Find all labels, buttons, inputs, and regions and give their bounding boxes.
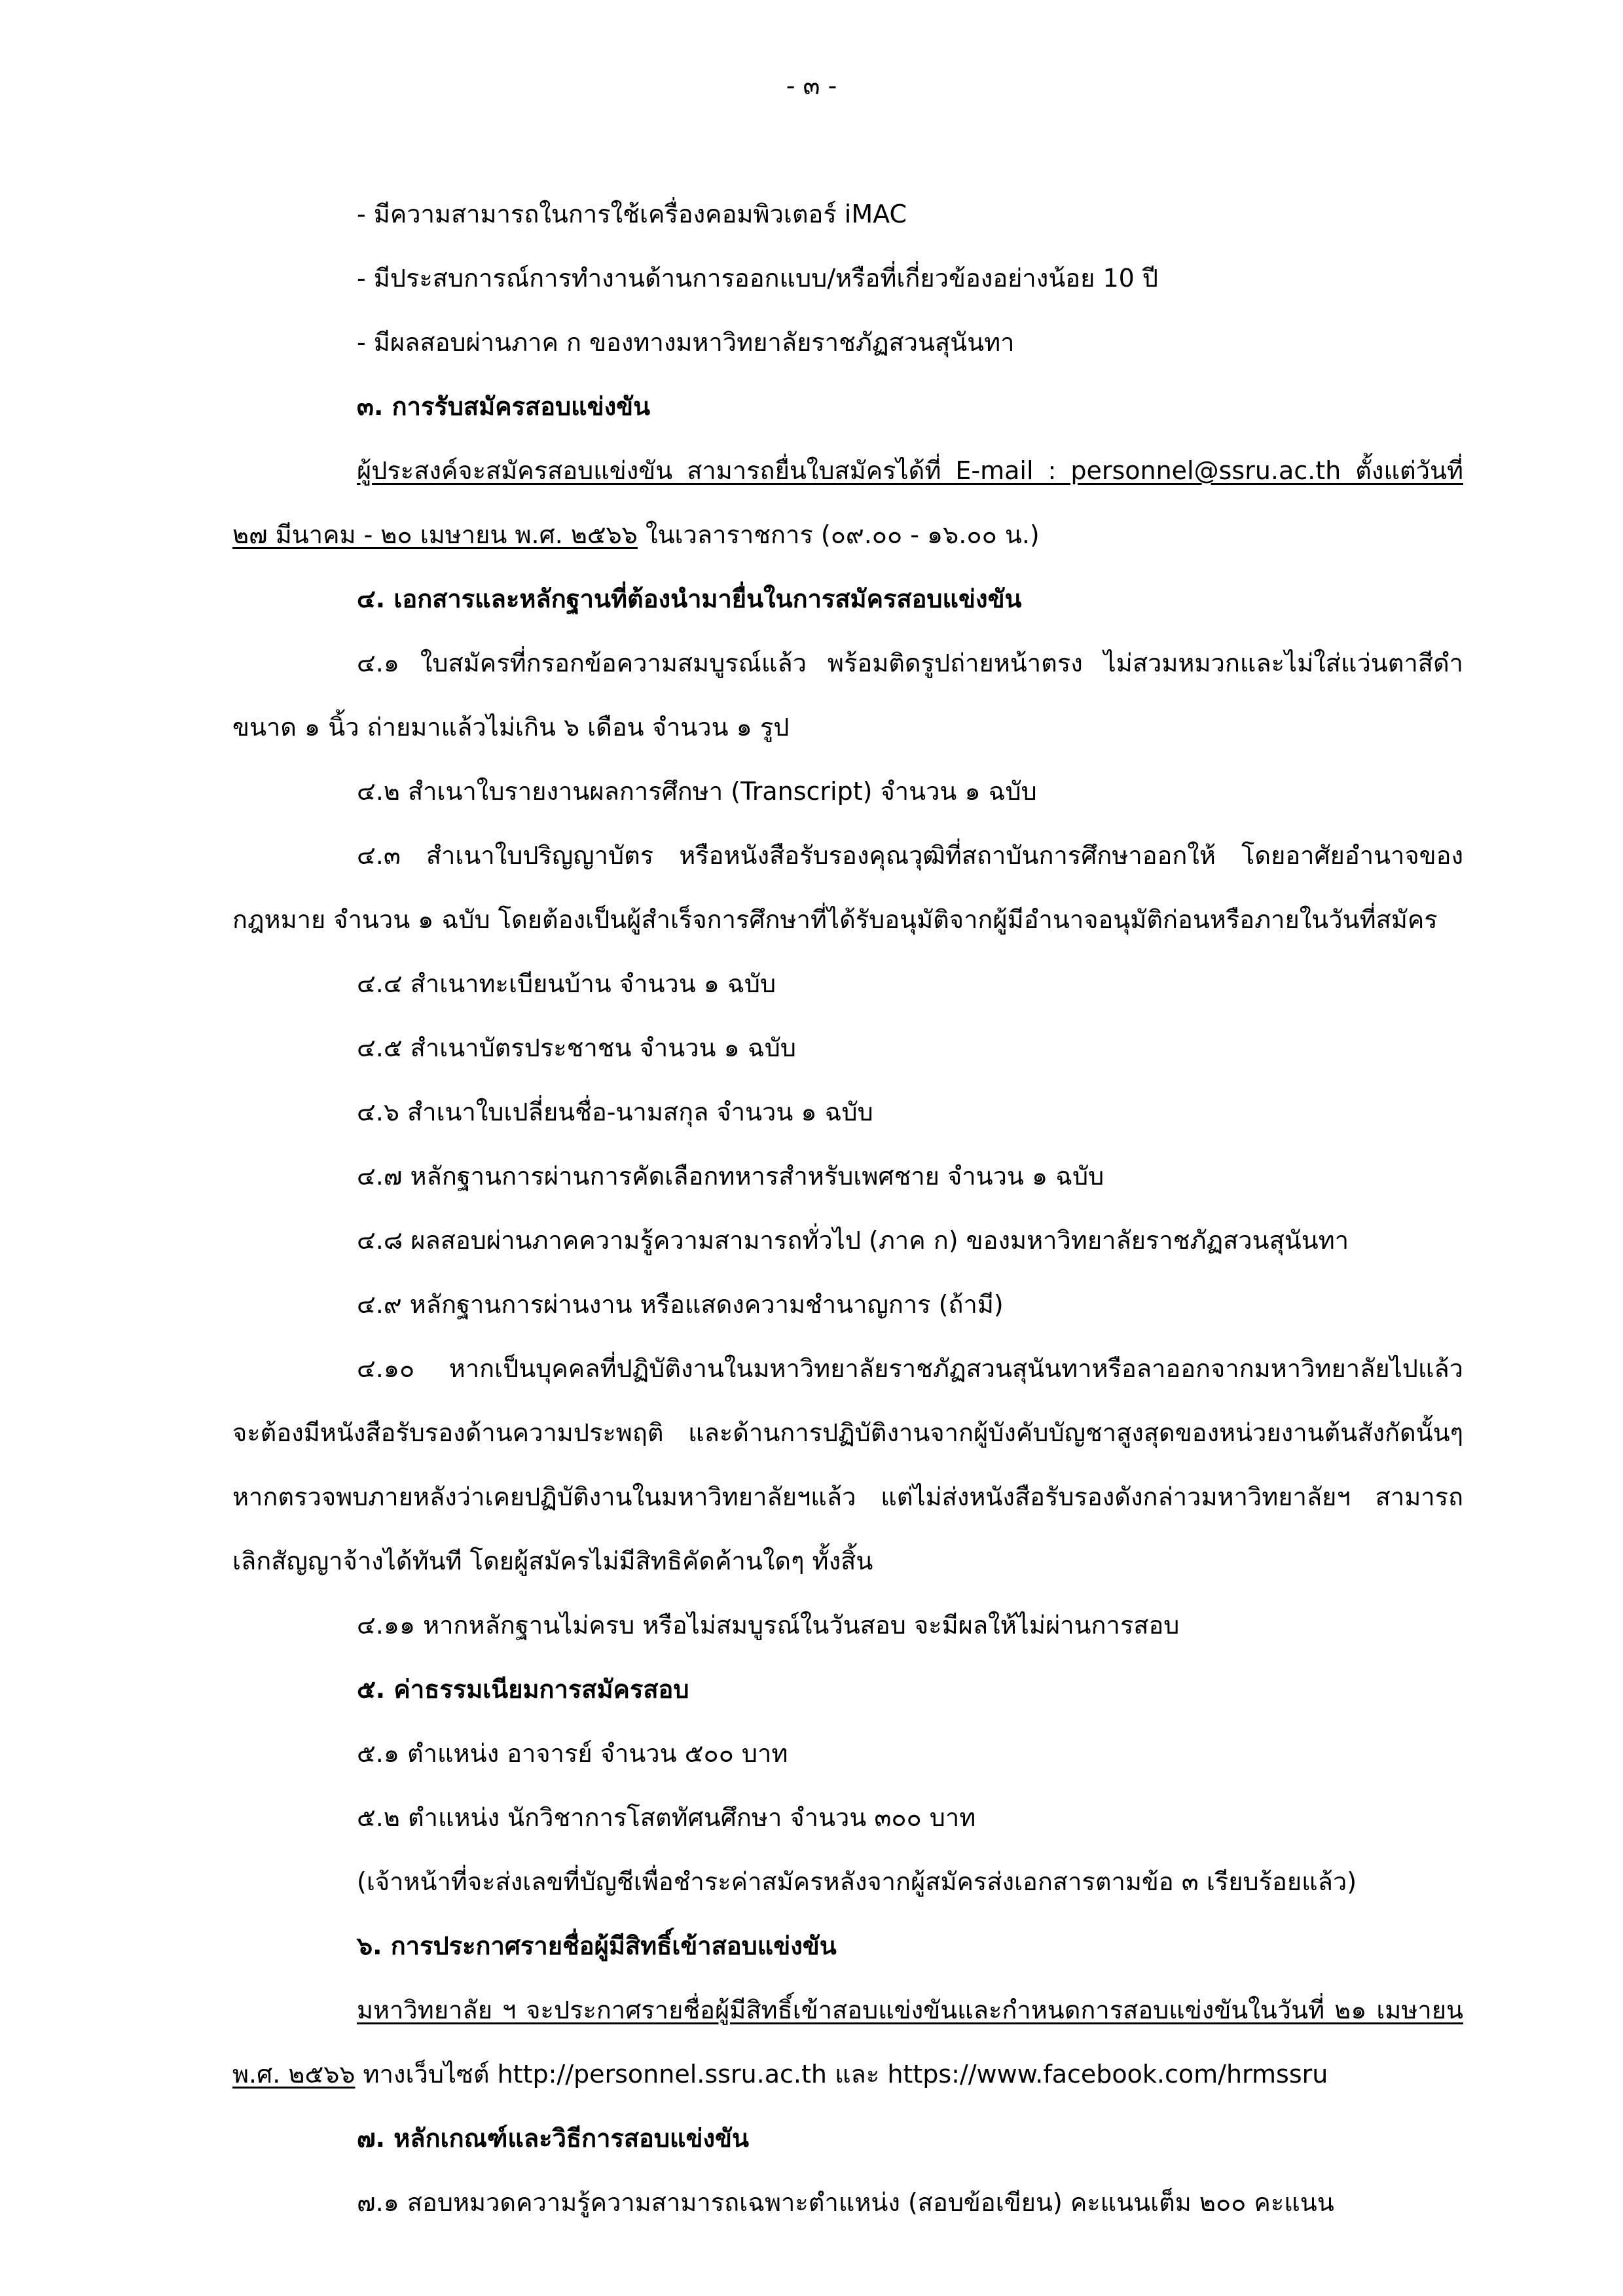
document-item: ๔.๖ สำเนาใบเปลี่ยนชื่อ-นามสกุล จำนวน ๑ ฉบับ [357,1098,873,1126]
qualification-item: - มีประสบการณ์การทำงานด้านการออกแบบ/หรือที่เกี่ยวข้องอย่างน้อย 10 ปี [357,264,1159,293]
document-item: ๔.๙ หลักฐานการผ่านงาน หรือแสดงความชำนาญการ (ถ้ามี) [357,1290,1004,1319]
criteria-item: ๗.๑ สอบหมวดความรู้ความสามารถเฉพาะตำแหน่ง (สอบข้อเขียน) คะแนนเต็ม ๒๐๐ คะแนน [357,2188,1334,2217]
section-heading-fees: ๕. ค่าธรรมเนียมการสมัครสอบ [357,1675,689,1704]
qualification-item: - มีความสามารถในการใช้เครื่องคอมพิวเตอร์ iMAC [357,200,907,228]
document-item: ๔.๘ ผลสอบผ่านภาคความรู้ความสามารถทั่วไป (ภาค ก) ของมหาวิทยาลัยราชภัฏสวนสุนันทา [357,1226,1349,1255]
section-heading-criteria: ๗. หลักเกณฑ์และวิธีการสอบแข่งขัน [357,2124,749,2153]
application-hours: ในเวลาราชการ (๐๙.๐๐ - ๑๖.๐๐ น.) [637,520,1040,549]
fee-item: ๕.๒ ตำแหน่ง นักวิชาการโสตทัศนศึกษา จำนวน ๓๐๐ บาท [357,1803,976,1832]
section-heading-application: ๓. การรับสมัครสอบแข่งขัน [357,392,651,421]
document-item: ๔.๑๑ หากหลักฐานไม่ครบ หรือไม่สมบูรณ์ในวันสอบ จะมีผลให้ไม่ผ่านการสอบ [357,1611,1180,1640]
section-heading-announcement: ๖. การประกาศรายชื่อผู้มีสิทธิ์เข้าสอบแข่งขัน [357,1931,837,1960]
fee-item: ๕.๑ ตำแหน่ง อาจารย์ จำนวน ๕๐๐ บาท [357,1739,788,1768]
document-item: ๔.๕ สำเนาบัตรประชาชน จำนวน ๑ ฉบับ [357,1033,796,1062]
document-item: ๔.๒ สำเนาใบรายงานผลการศึกษา (Transcript) จำนวน ๑ ฉบับ [357,777,1037,806]
document-body [232,182,1463,2234]
document-item: ๔.๑ ใบสมัครที่กรอกข้อความสมบูรณ์แล้ว พร้อมติดรูปถ่ายหน้าตรง ไม่สวมหมวกและไม่ใส่แว่นตาสีดำ ขนาด ๑ นิ้ว ถ่ายมาแล้วไม่เกิน ๖ เดือน จำนวน ๑ รูป [232,649,1463,742]
document-item: ๔.๓ สำเนาใบปริญญาบัตร หรือหนังสือรับรองคุณวุฒิที่สถาบันการศึกษาออกให้ โดยอาศัยอำนาจของกฎหมาย จำนวน ๑ ฉบับ โดยต้องเป็นผู้สำเร็จการศึกษาที่ได้รับอนุมัติจากผู้มีอำนาจอนุมัติก่อนหรือภายในวันที่สมัคร [232,841,1463,934]
document-item: ๔.๗ หลักฐานการผ่านการคัดเลือกทหารสำหรับเพศชาย จำนวน ๑ ฉบับ [357,1162,1104,1191]
page-number: - ๓ - [786,71,837,100]
application-period-underlined: ผู้ประสงค์จะสมัครสอบแข่งขัน สามารถยื่นใบสมัครได้ที่ E-mail : personnel@ssru.ac.th ตั้งแต่วันที่ ๒๗ มีนาคม - ๒๐ เมษายน พ.ศ. ๒๕๖๖ [232,456,1463,549]
section-heading-documents: ๔. เอกสารและหลักฐานที่ต้องนำมายื่นในการสมัครสอบแข่งขัน [357,584,1022,613]
announcement-date-underlined: มหาวิทยาลัย ฯ จะประกาศรายชื่อผู้มีสิทธิ์เข้าสอบแข่งขันและกำหนดการสอบแข่งขันในวันที่ ๒๑ เมษายน พ.ศ. ๒๕๖๖ [232,1996,1463,2089]
document-item: ๔.๔ สำเนาทะเบียนบ้าน จำนวน ๑ ฉบับ [357,969,776,998]
qualification-item: - มีผลสอบผ่านภาค ก ของทางมหาวิทยาลัยราชภัฏสวนสุนันทา [357,328,1015,357]
announcement-websites: ทางเว็บไซต์ http://personnel.ssru.ac.th และ https://www.facebook.com/hrmssru [355,2060,1328,2089]
document-item: ๔.๑๐ หากเป็นบุคคลที่ปฏิบัติงานในมหาวิทยาลัยราชภัฏสวนสุนันทาหรือลาออกจากมหาวิทยาลัยไปแล้วจะต้องมีหนังสือรับรองด้านความประพฤติ และด้านการปฏิบัติงานจากผู้บังคับบัญชาสูงสุดของหน่วยงานต้นสังกัดนั้นๆ หากตรวจพบภายหลังว่าเคยปฏิบัติงานในมหาวิทยาลัยฯแล้ว แต่ไม่ส่งหนังสือรับรองดังกล่าวมหาวิทยาลัยฯ สามารถเลิกสัญญาจ้างได้ทันที โดยผู้สมัครไม่มีสิทธิคัดค้านใดๆ ทั้งสิ้น [232,1354,1463,1575]
application-paragraph [232,439,1463,567]
announcement-paragraph [232,1978,1463,2106]
fee-note: (เจ้าหน้าที่จะส่งเลขที่บัญชีเพื่อชำระค่าสมัครหลังจากผู้สมัครส่งเอกสารตามข้อ ๓ เรียบร้อยแล้ว) [357,1867,1357,1896]
